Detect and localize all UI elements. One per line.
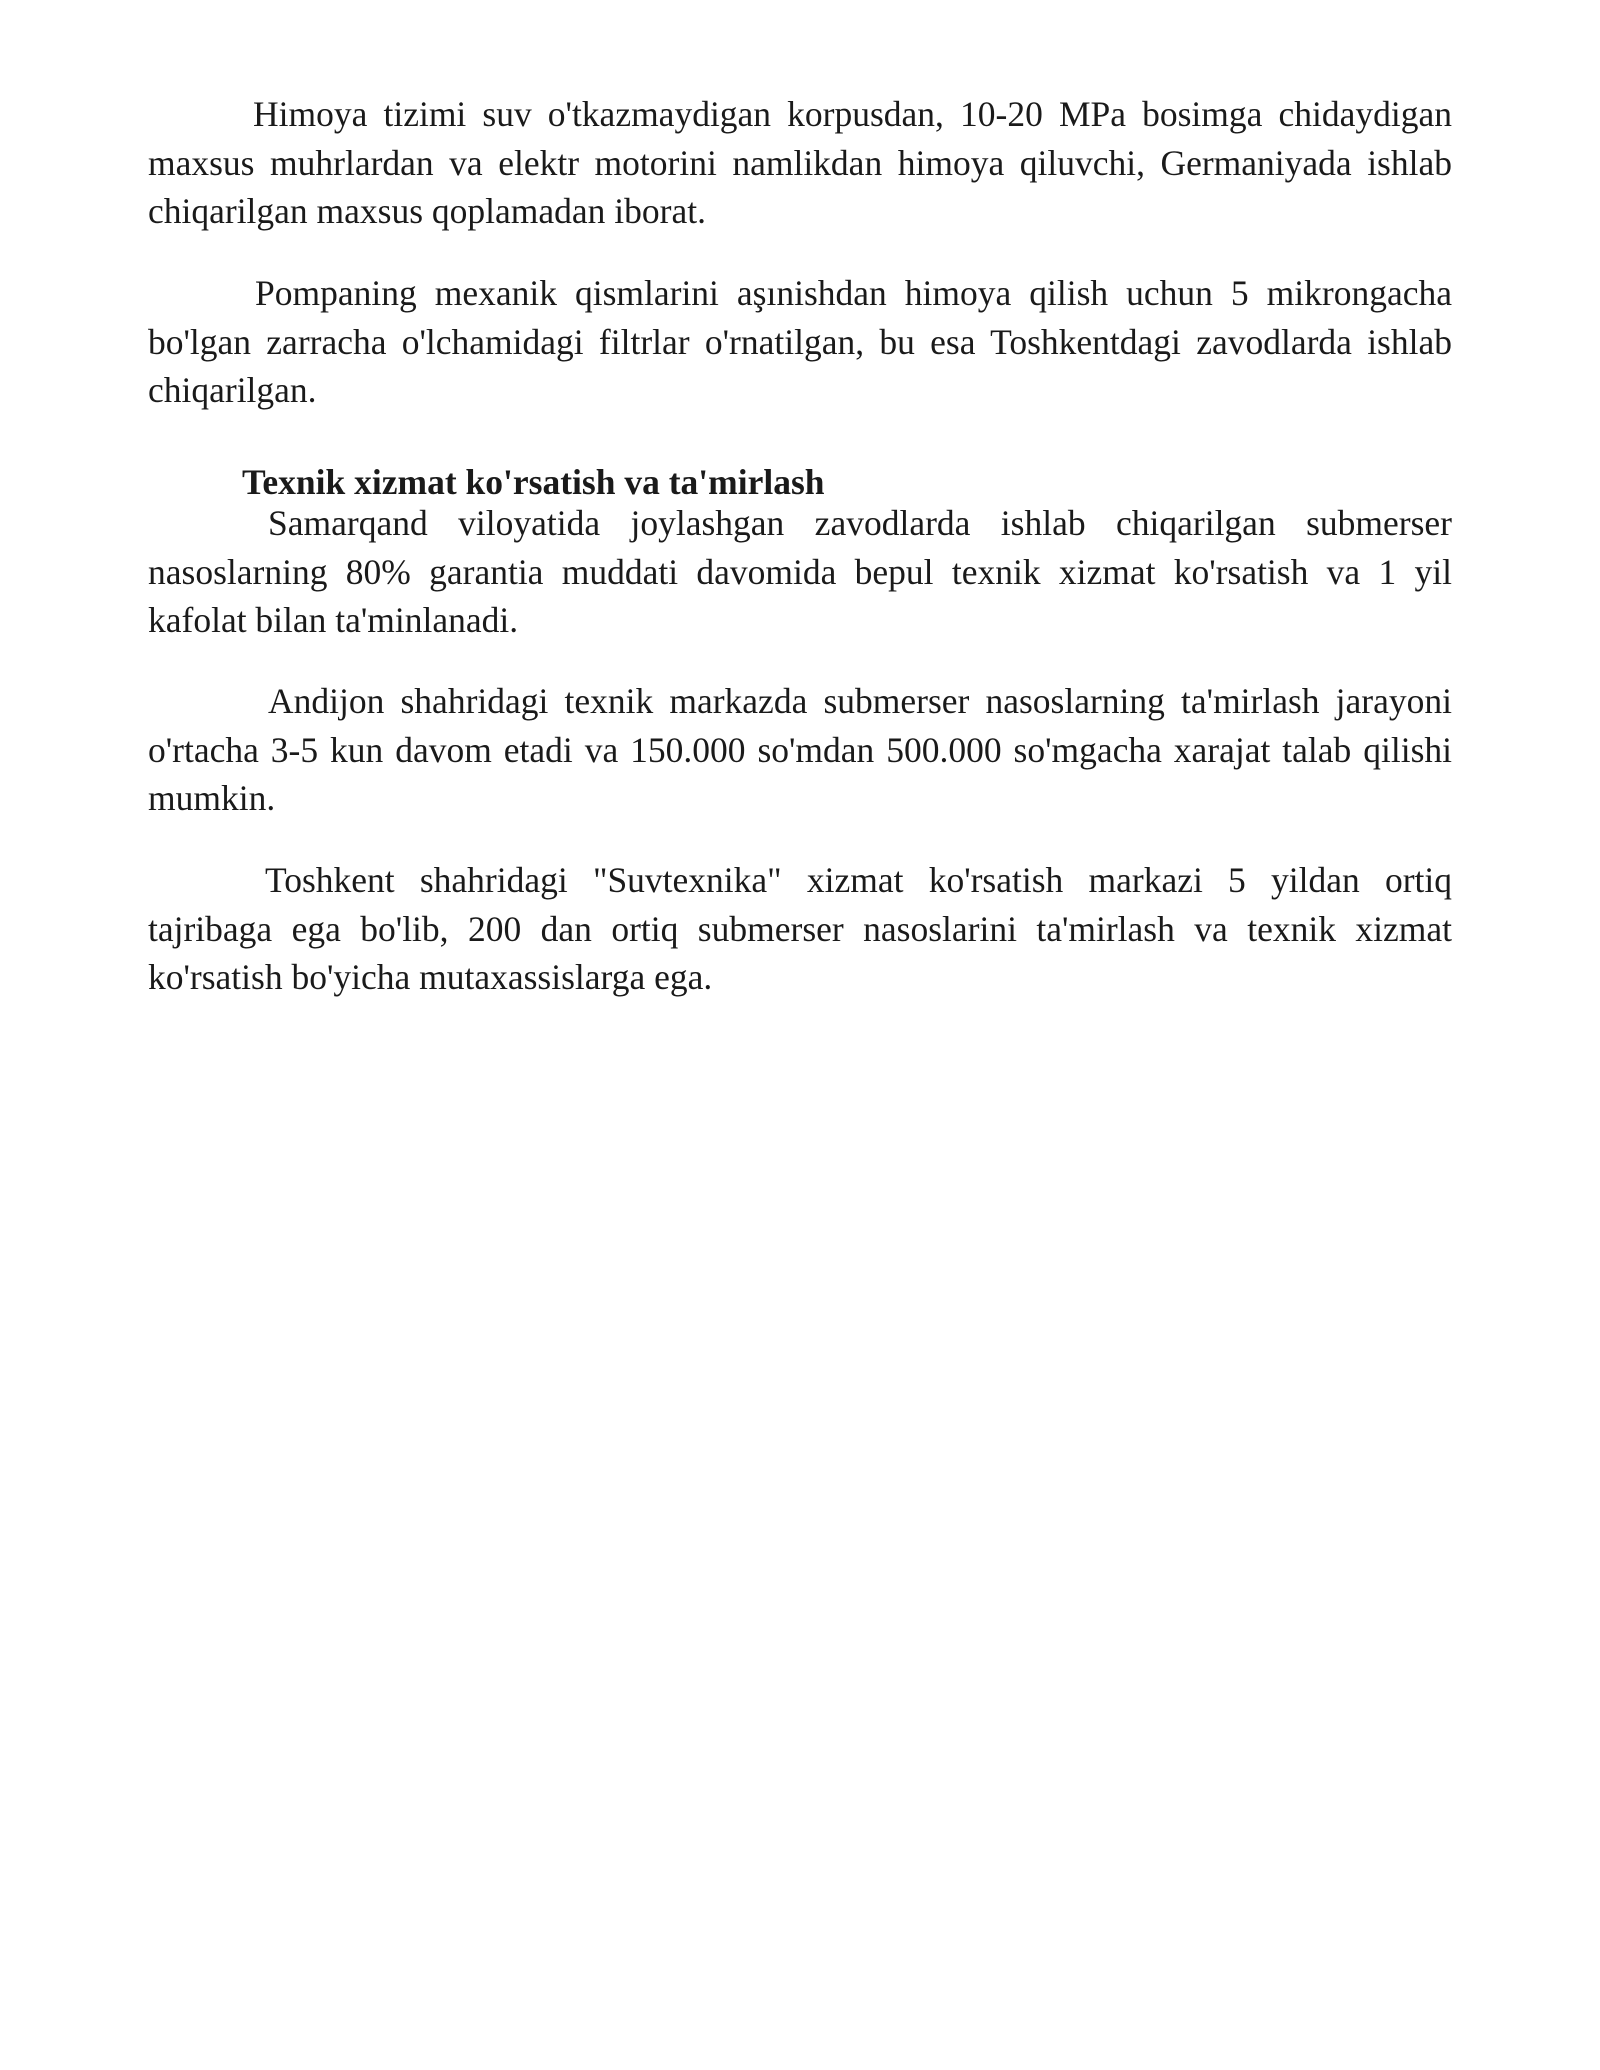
paragraph-protection-system: Himoya tizimi suv o'tkazmaydigan korpusdan, 10-20 MPa bosimga chidaydigan maxsus muhrlardan va elektr motorini namlikdan himoya qiluvchi, Germaniyada ishlab chiqarilgan maxsus qoplamadan iborat. [148,94,1452,231]
section-heading: Texnik xizmat ko'rsatish va ta'mirlash [242,462,825,502]
paragraph-service-center: Toshkent shahridagi "Suvtexnika" xizmat ko'rsatish markazi 5 yildan ortiq tajribaga ega bo'lib, 200 dan ortiq submerser nasoslarini ta'mirlash va texnik xizmat ko'rsatish bo'yicha mutaxassislarga ega. [148,860,1452,997]
paragraph-warranty: Samarqand viloyatida joylashgan zavodlarda ishlab chiqarilgan submerser nasoslarning 80% garantia muddati davomida bepul texnik xizmat ko'rsatish va 1 yil kafolat bilan ta'minlanadi. [148,503,1452,640]
paragraph-repair-center: Andijon shahridagi texnik markazda submerser nasoslarning ta'mirlash jarayoni o'rtacha 3-5 kun davom etadi va 150.000 so'mdan 500.000 so'mgacha xarajat talab qilishi mumkin. [148,681,1452,818]
paragraph-filters: Pompaning mexanik qismlarini aşınishdan himoya qilish uchun 5 mikrongacha bo'lgan zarracha o'lchamidagi filtrlar o'rnatilgan, bu esa Toshkentdagi zavodlarda ishlab chiqarilgan. [148,273,1452,410]
